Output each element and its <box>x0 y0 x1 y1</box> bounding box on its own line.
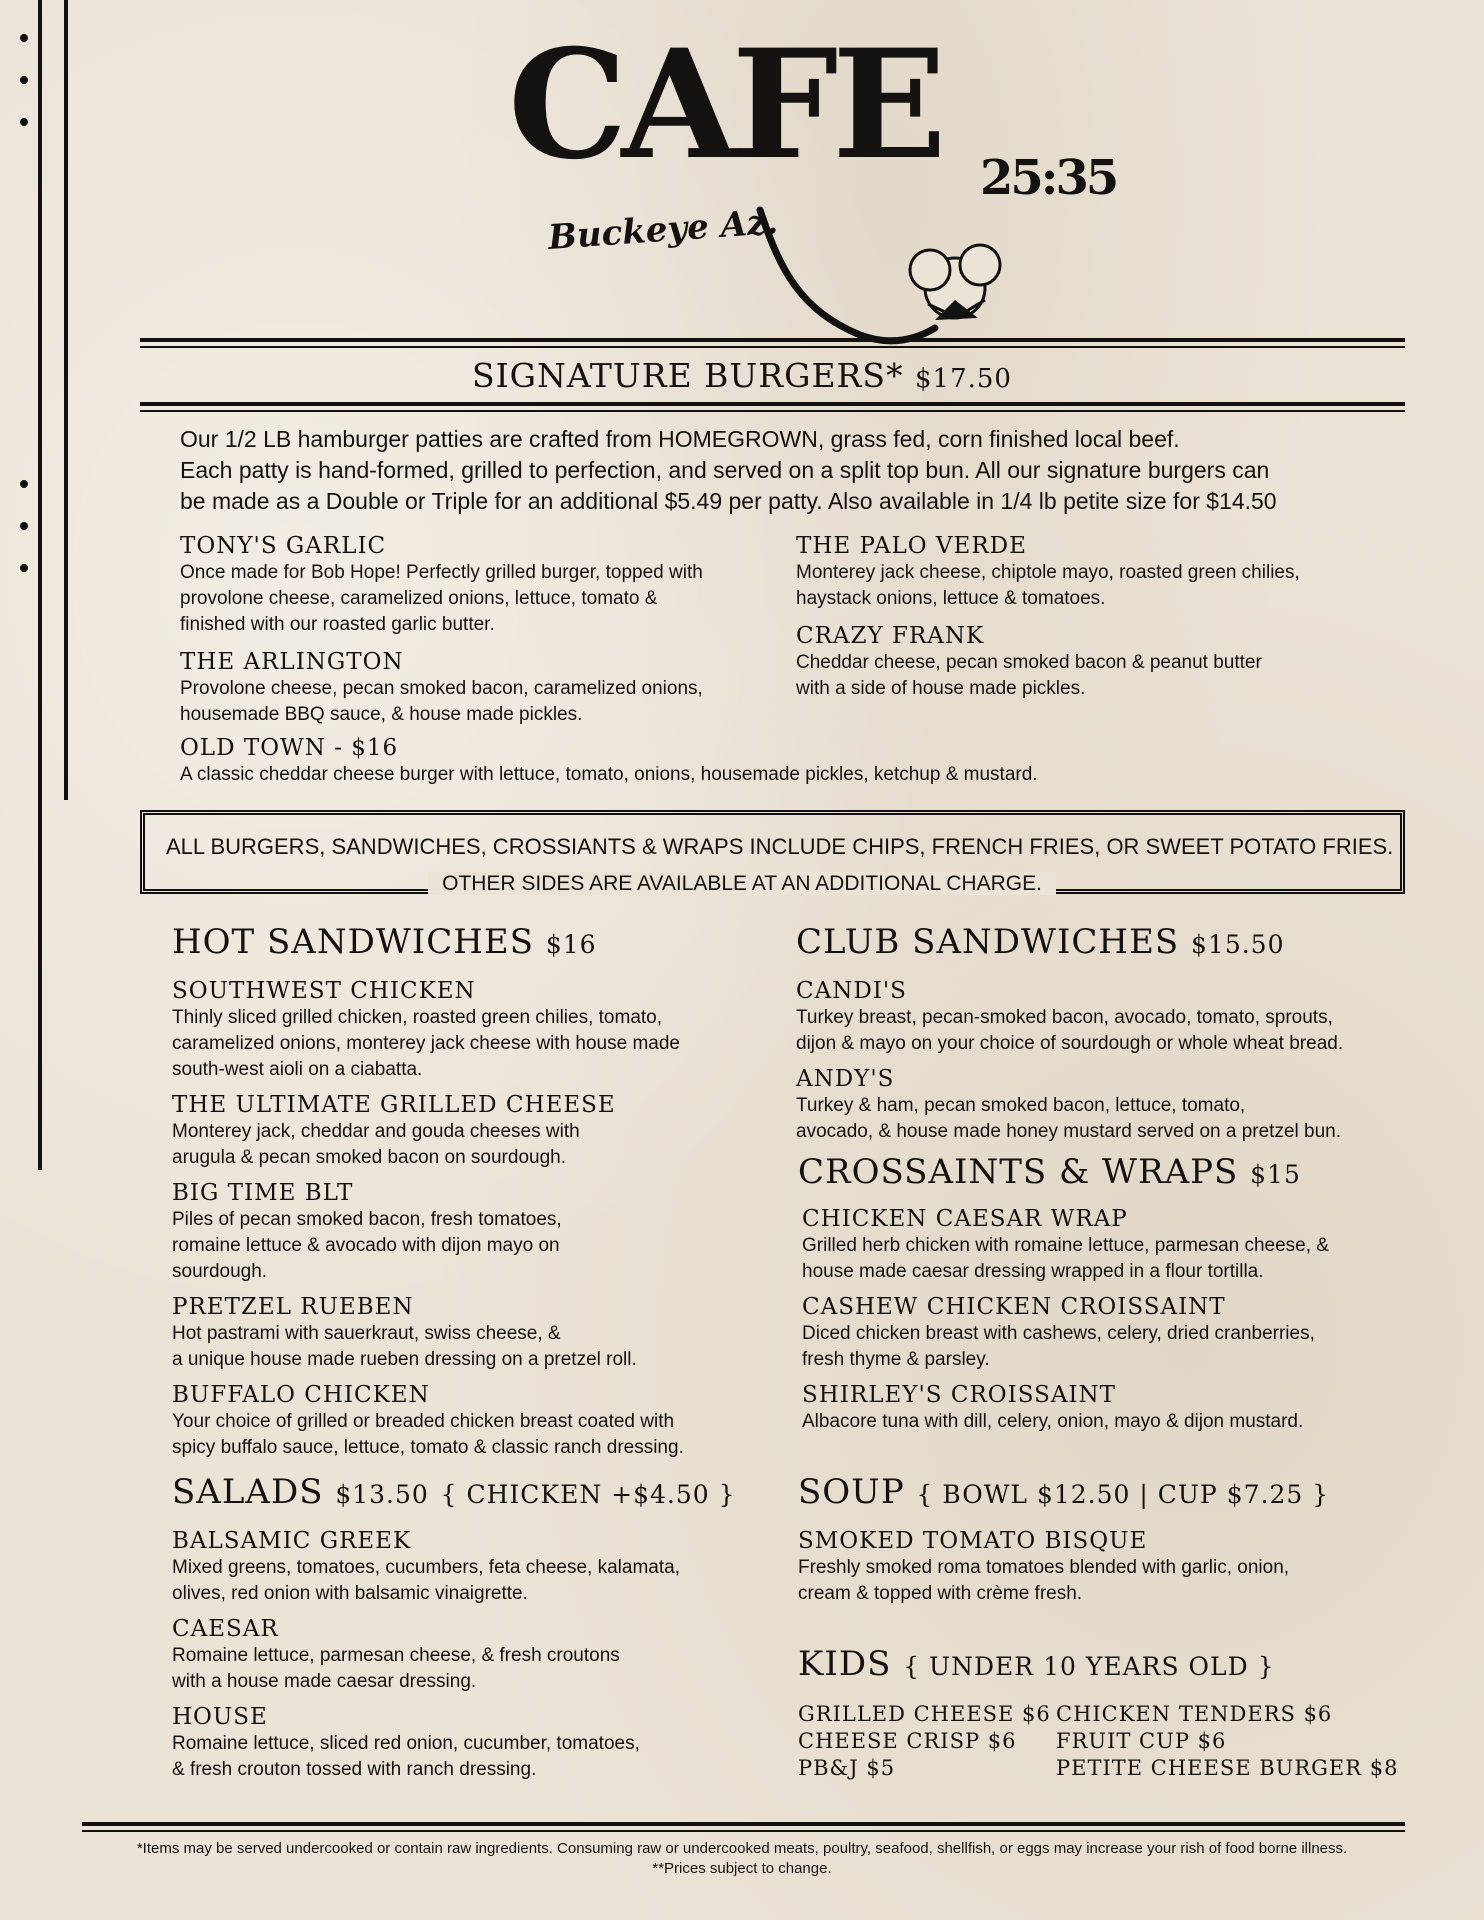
item-title: SHIRLEY'S CROISSAINT <box>802 1382 1116 1408</box>
club-sandwiches-section: CLUB SANDWICHES $15.50 CANDI'S Turkey breast, pecan-smoked bacon, avocado, tomato, sprouts, dijon & mayo on your choice of sourdough or whole wheat bread. ANDY'S Turkey & ham, pecan smoked bacon, lettuce, tomato, avocado, & house made honey mustard served on a pretzel bun. <box>796 920 1406 1145</box>
item-title: BIG TIME BLT <box>172 1180 354 1206</box>
kids-section <box>798 1642 1408 1782</box>
item-title: HOUSE <box>172 1704 268 1730</box>
kids-item: FRUIT CUP $6 <box>1056 1729 1227 1753</box>
signature-price: $17.50 <box>914 364 1012 394</box>
item-title: THE ULTIMATE GRILLED CHEESE <box>172 1092 616 1118</box>
footer-prices-note: **Prices subject to change. <box>652 1860 832 1877</box>
wraps-section: CROSSAINTS & WRAPS $15 CHICKEN CAESAR WRAP Grilled herb chicken with romaine lettuce, parmesan cheese, & house made caesar dressing wrapped in a flour tortilla. CASHEW CHICKEN CROISSAINT Diced chicken breast with cashews, celery, dried cranberries, fresh thyme & parsley. SHIRLEY'S CROISSAINT Albacore tuna with dill, celery, onion, mayo & dijon mustard. <box>798 1150 1408 1435</box>
sides-notice-line1: ALL BURGERS, SANDWICHES, CROSSIANTS & WRAPS INCLUDE CHIPS, FRENCH FRIES, OR SWEET POTATO FRIES. <box>166 834 1394 859</box>
kids-item: CHEESE CRISP $6 <box>798 1729 1017 1753</box>
item-title: SMOKED TOMATO BISQUE <box>798 1528 1148 1554</box>
divider-top <box>140 338 1405 348</box>
bullet-dot <box>20 522 28 530</box>
item-title: BUFFALO CHICKEN <box>172 1382 430 1408</box>
section-title-signature <box>0 356 1484 395</box>
bullet-dot <box>20 76 28 84</box>
item-title: ANDY'S <box>796 1066 895 1092</box>
signature-left-column: TONY'S GARLIC Once made for Bob Hope! Perfectly grilled burger, topped with provolone cheese, caramelized onions, lettuce, tomato & finished with our roasted garlic butter. THE ARLINGTON Provolone cheese, pecan smoked bacon, caramelized onions, housemade BBQ sauce, & house made pickles. <box>180 532 780 728</box>
cotton-flower-icon <box>740 200 1040 350</box>
item-title: CHICKEN CAESAR WRAP <box>802 1206 1128 1232</box>
signature-right-column: THE PALO VERDE Monterey jack cheese, chiptole mayo, roasted green chilies, haystack onions, lettuce & tomatoes. CRAZY FRANK Cheddar cheese, pecan smoked bacon & peanut butter with a side of house made pickles. <box>796 532 1396 702</box>
signature-title-text: SIGNATURE BURGERS* <box>472 356 904 395</box>
item-title: CRAZY FRANK <box>796 623 985 649</box>
footer-disclaimer: *Items may be served undercooked or contain raw ingredients. Consuming raw or undercooked meats, poultry, seafood, shellfish, or eggs may increase your rish of food borne illness. <box>136 1840 1348 1857</box>
section-title-soup: SOUP { BOWL $12.50 | CUP $7.25 } <box>798 1472 1330 1512</box>
kids-item: GRILLED CHEESE $6 <box>798 1702 1051 1726</box>
logo-cafe: CAFE <box>508 17 941 193</box>
hot-sandwiches-section: HOT SANDWICHES $16 SOUTHWEST CHICKEN Thinly sliced grilled chicken, roasted green chilies, tomato, caramelized onions, monterey jack cheese with house made south-west aioli on a ciabatta. THE ULTIMATE GRILLED CHEESE Monterey jack, cheddar and gouda cheeses with arugula & pecan smoked bacon on sourdough. BIG TIME BLT Piles of pecan smoked bacon, fresh tomatoes, romaine lettuce & avocado with dijon mayo on sourdough. PRETZEL RUEBEN Hot pastrami with sauerkraut, swiss cheese, & a unique house made rueben dressing on a pretzel roll. BUFFALO CHICKEN Your choice of grilled or breaded chicken breast coated with spicy buffalo sauce, lettuce, tomato & classic ranch dressing. <box>172 920 772 1461</box>
sides-notice-line2: OTHER SIDES ARE AVAILABLE AT AN ADDITIONAL CHARGE. <box>0 872 1484 896</box>
footer-divider <box>82 1822 1405 1832</box>
item-title: CASHEW CHICKEN CROISSAINT <box>802 1294 1226 1320</box>
logo-number: 25:35 <box>980 150 1117 206</box>
section-title-wraps: CROSSAINTS & WRAPS $15 <box>798 1152 1301 1192</box>
bullet-dot <box>20 118 28 126</box>
divider-under-signature <box>140 402 1405 412</box>
section-title-club: CLUB SANDWICHES $15.50 <box>796 922 1285 962</box>
kids-item: CHICKEN TENDERS $6 <box>1056 1702 1333 1726</box>
item-title: THE ARLINGTON <box>180 649 404 675</box>
signature-old-town: OLD TOWN - $16 A classic cheddar cheese burger with lettuce, tomato, onions, housemade pickles, ketchup & mustard. <box>180 734 1380 788</box>
left-border-rule <box>38 0 42 1170</box>
section-title-kids: KIDS { UNDER 10 YEARS OLD } <box>798 1644 1275 1684</box>
salads-section: SALADS $13.50 { CHICKEN +$4.50 } BALSAMIC GREEK Mixed greens, tomatoes, cucumbers, feta cheese, kalamata, olives, red onion with balsamic vinaigrette. CAESAR Romaine lettuce, parmesan cheese, & fresh croutons with a house made caesar dressing. HOUSE Romaine lettuce, sliced red onion, cucumber, tomatoes, & fresh crouton tossed with ranch dressing. <box>172 1470 772 1783</box>
item-title: CAESAR <box>172 1616 279 1642</box>
soup-section: SOUP { BOWL $12.50 | CUP $7.25 } SMOKED TOMATO BISQUE Freshly smoked roma tomatoes blended with garlic, onion, cream & topped with crème fresh. <box>798 1470 1408 1607</box>
section-title-hot: HOT SANDWICHES $16 <box>172 922 597 962</box>
item-title: BALSAMIC GREEK <box>172 1528 412 1554</box>
bullet-dot <box>20 34 28 42</box>
bullet-dot <box>20 480 28 488</box>
item-title: TONY'S GARLIC <box>180 533 387 559</box>
item-title: CANDI'S <box>796 978 907 1004</box>
signature-intro: Our 1/2 LB hamburger patties are crafted from HOMEGROWN, grass fed, corn finished local beef. Each patty is hand-formed, grilled to perfection, and served on a split top bun. All our signature burgers can be made as a Double or Triple for an additional $5.49 per patty. Also available in 1/4 lb petite size for $14.50 <box>180 426 1277 514</box>
kids-item: PETITE CHEESE BURGER $8 <box>1056 1756 1399 1780</box>
kids-item: PB&J $5 <box>798 1756 896 1780</box>
item-title: THE PALO VERDE <box>796 533 1027 559</box>
item-title: OLD TOWN - $16 <box>180 735 399 761</box>
bullet-dot <box>20 564 28 572</box>
item-title: SOUTHWEST CHICKEN <box>172 978 476 1004</box>
section-title-salads: SALADS $13.50 { CHICKEN +$4.50 } <box>172 1472 736 1512</box>
item-title: PRETZEL RUEBEN <box>172 1294 414 1320</box>
left-border-rule-inner <box>64 0 68 800</box>
logo-city: Buckeye Az. <box>546 202 780 258</box>
